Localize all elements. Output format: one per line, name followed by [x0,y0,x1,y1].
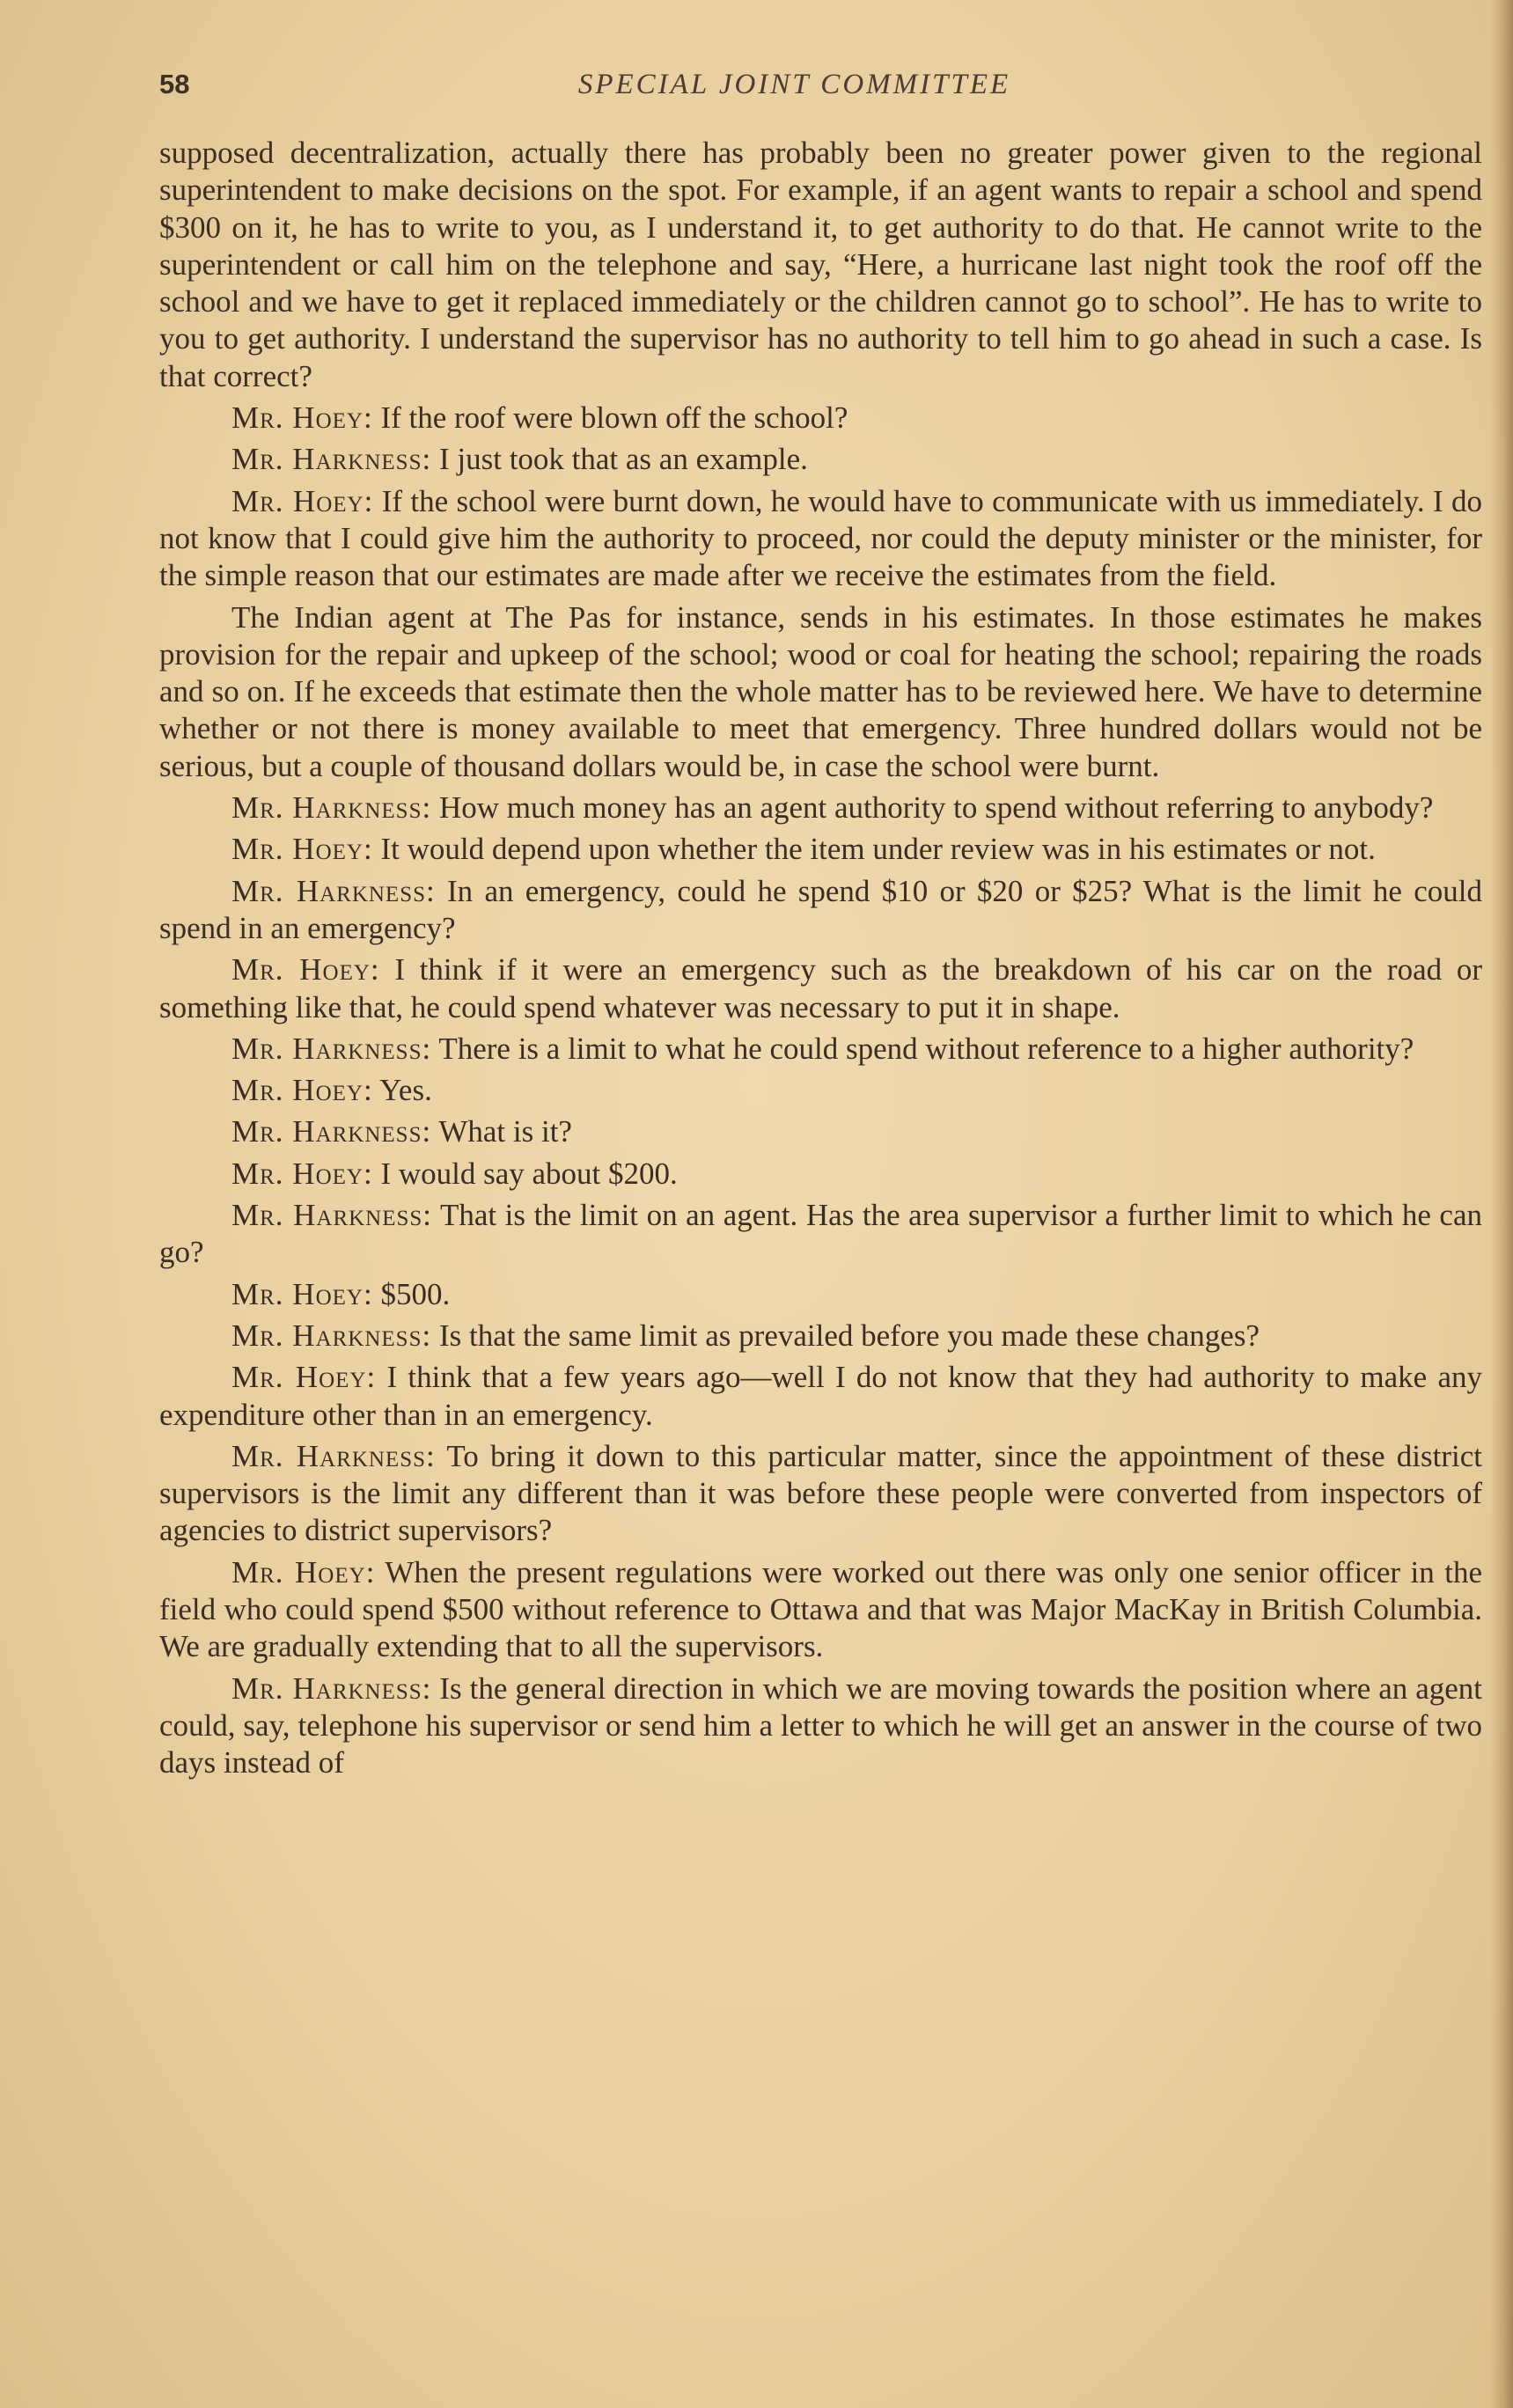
paragraph-text: There is a limit to what he could spend without reference to a higher authority? [438,1031,1414,1066]
speaker-name: Mr. Hoey: [231,1554,376,1589]
paragraph-text: How much money has an agent authority to spend without referring to anybody? [438,790,1434,826]
speaker-name: Mr. Harkness: [231,1114,432,1149]
paragraph [159,1113,1482,1150]
paragraph-text: That is the limit on an agent. Has the area supervisor a further limit to which he can go? [159,1198,1482,1270]
paragraph-text: Yes. [379,1073,432,1108]
paragraph [159,1197,1482,1272]
paragraph [159,483,1482,595]
speaker-name: Mr. Harkness: [231,790,432,826]
paragraph [159,400,1482,437]
speaker-name: Mr. Hoey: [231,1156,373,1191]
paragraph [159,1031,1482,1068]
running-head: SPECIAL JOINT COMMITTEE [577,69,1011,100]
speaker-name: Mr. Hoey: [231,1360,377,1395]
speaker-name: Mr. Hoey: [231,1073,373,1108]
paragraph [159,1554,1482,1666]
speaker-name: Mr. Harkness: [231,1031,432,1066]
speaker-name: Mr. Hoey: [231,483,374,518]
speaker-name: Mr. Harkness: [231,1198,433,1233]
speaker-name: Mr. Hoey: [231,952,380,987]
paragraph [159,1276,1482,1313]
paragraph [159,1318,1482,1354]
paragraph-text: In an emergency, could he spend $10 or $20 or $25? What is the limit he could spend in an emergency? [159,873,1483,945]
speaker-name: Mr. Harkness: [231,1318,432,1353]
transcript-body [159,135,1482,1781]
paragraph-text: Is the general direction in which we are moving towards the position where an agent could, say, telephone his supervisor or send him a letter to which he will get an answer in the course of two days instead of [159,1670,1482,1780]
paragraph [159,1072,1482,1109]
paragraph-text: I would say about $200. [380,1156,678,1191]
page-edge-shadow [1490,0,1513,2408]
paragraph-text: I think if it were an emergency such as the breakdown of his car on the road or something like that, he could spend whatever was necessary to put it in shape. [159,952,1482,1024]
paragraph-text: Is that the same limit as prevailed before you made these changes? [438,1318,1260,1353]
page-header [159,69,1482,107]
speaker-name: Mr. Harkness: [231,1670,432,1706]
paragraph [159,1156,1482,1193]
paragraph-text: The Indian agent at The Pas for instance, sends in his estimates. In those estimates he makes provision for the repair and upkeep of the school; wood or coal for heating the school; repairing the roads and so on. If he exceeds that estimate then the whole matter has to be reviewed here. We have to determine whether or not there is money available to meet that emergency. Three hundred dollars would not be serious, but a couple of thousand dollars would be, in case the school were burnt. [159,599,1482,783]
speaker-name: Mr. Harkness: [231,873,436,908]
paragraph-text: I just took that as an example. [438,442,808,477]
speaker-name: Mr. Harkness: [231,442,432,477]
speaker-name: Mr. Hoey: [231,1276,373,1311]
paragraph [159,1438,1482,1550]
speaker-name: Mr. Hoey: [231,400,373,436]
speaker-name: Mr. Hoey: [231,832,373,867]
paragraph-text: What is it? [438,1114,572,1149]
page-number: 58 [159,69,190,99]
paragraph-text: It would depend upon whether the item under review was in his estimates or not. [380,832,1376,867]
paragraph [159,873,1482,948]
paragraph-text: supposed decentralization, actually there has probably been no greater power given to the regional superintendent to make decisions on the spot. For example, if an agent wants to repair a school and spend $300 on it, he has to write to you, as I understand it, to get authority to do that. He cannot write to the superintendent or call him on the telephone and say, “Here, a hurricane last night took the roof off the school and we have to get it replaced immediately or the children cannot go to school”. He has to write to you to get authority. I understand the supervisor has no authority to tell him to go ahead in such a case. Is that correct? [159,136,1482,393]
paragraph [159,599,1482,785]
paragraph [159,831,1482,868]
paragraph-text: If the roof were blown off the school? [380,400,848,436]
paragraph-text: I think that a few years ago—well I do not know that they had authority to make any expenditure other than in an emergency. [159,1360,1482,1432]
paragraph [159,135,1482,395]
paragraph [159,789,1482,826]
speaker-name: Mr. Harkness: [231,1438,436,1473]
paragraph [159,441,1482,478]
paragraph-text: If the school were burnt down, he would have to communicate with us immediately. I do not know that I could give him the authority to proceed, nor could the deputy minister or the minister, for the simple reason that our estimates are made after we receive the estimates from the field. [159,483,1482,593]
paragraph-text: $500. [380,1276,451,1311]
paragraph [159,951,1482,1026]
paragraph [159,1359,1482,1434]
paragraph-text: To bring it down to this particular matter, since the appointment of these district supervisors is the limit any different than it was before these people were converted from inspectors of agencies to district supervisors? [159,1438,1482,1548]
paragraph [159,1670,1482,1782]
paragraph-text: When the present regulations were worked out there was only one senior officer in the field who could spend $500 without reference to Ottawa and that was Major MacKay in British Columbia. We are gradually extending that to all the supervisors. [159,1554,1482,1664]
